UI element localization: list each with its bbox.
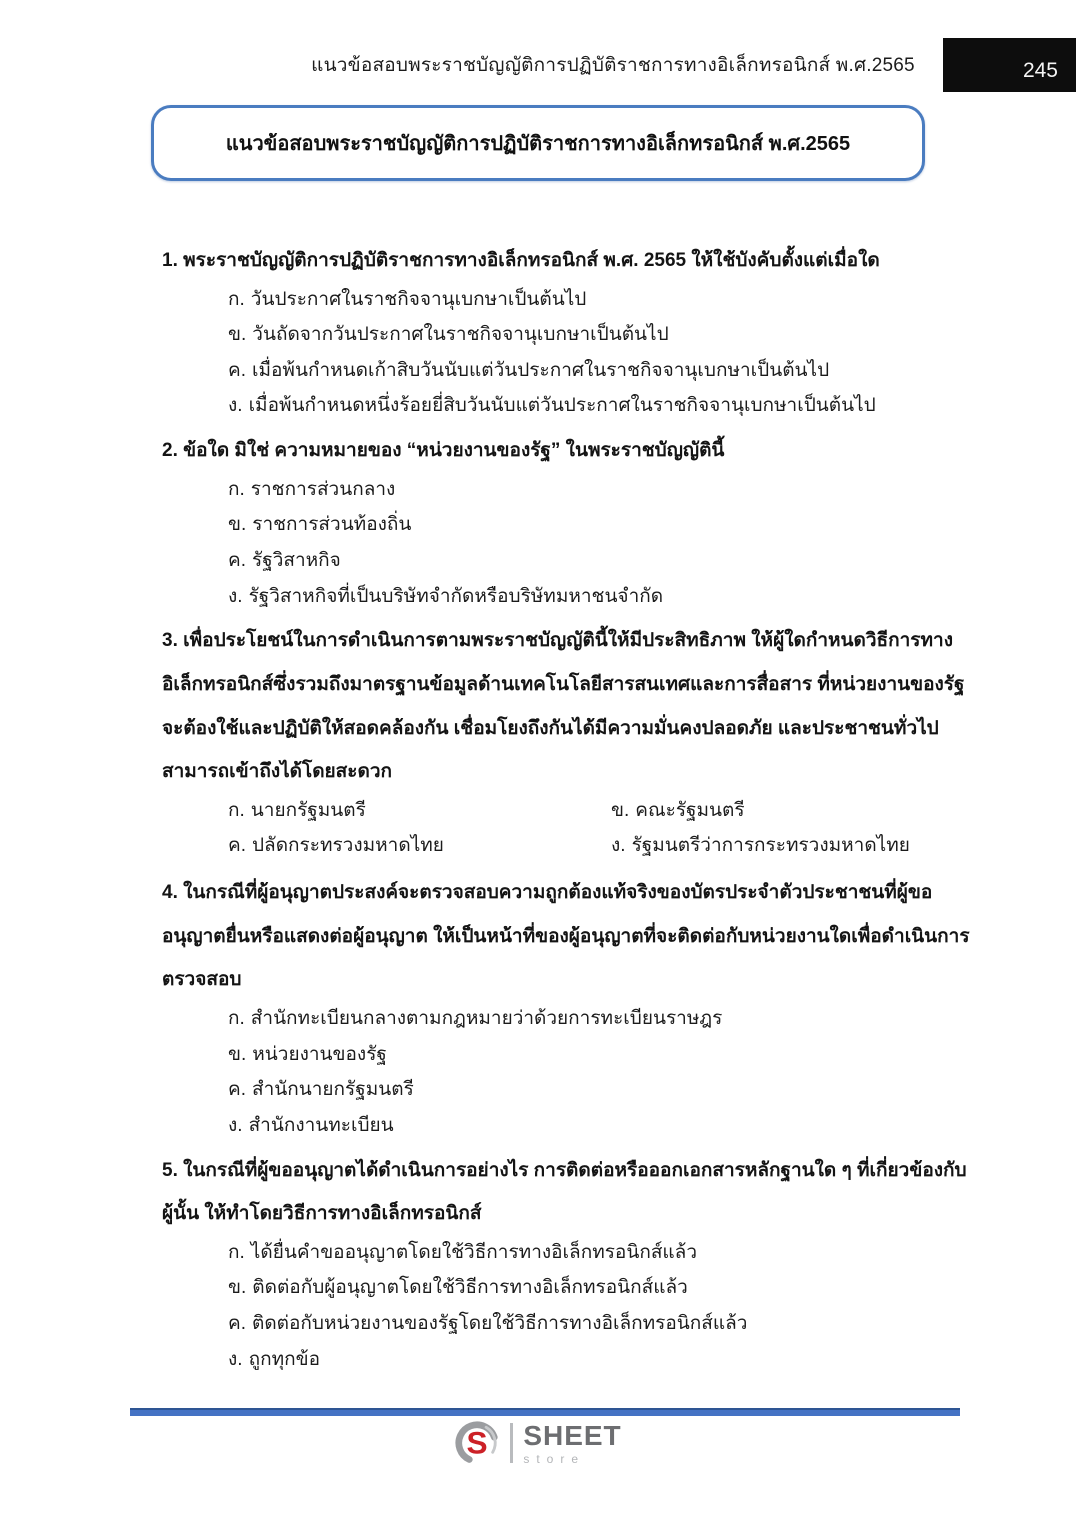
choice-label: ก. [228, 478, 245, 500]
question-text: 4. ในกรณีที่ผู้อนุญาตประสงค์จะตรวจสอบความถูกต้องแท้จริงของบัตรประจำตัวประชาชนที่ผู้ขออนุญาตยื่นหรือแสดงต่อผู้อนุญาต ให้เป็นหน้าที่ของผู้อนุญาตที่จะติดต่อกับหน่วยงานใดเพื่อดำเนินการตรวจสอบ [162, 882, 970, 991]
choice-text: รัฐวิสาหกิจที่เป็นบริษัทจำกัดหรือบริษัทมหาชนจำกัด [248, 585, 664, 607]
choice-text: ปลัดกระทรวงมหาดไทย [252, 835, 444, 857]
footer-divider-line [130, 1408, 960, 1416]
choice-label: ก. [228, 799, 245, 821]
choice [162, 512, 976, 539]
choice-text: วันประกาศในราชกิจจานุเบกษาเป็นต้นไป [250, 288, 587, 310]
choice [162, 1311, 976, 1338]
choice-label: ง. [228, 395, 243, 417]
choice-label: ค. [228, 835, 246, 857]
choice-text: ถูกทุกข้อ [248, 1348, 320, 1370]
choice-text: เมื่อพ้นกำหนดหนึ่งร้อยยี่สิบวันนับแต่วันประกาศในราชกิจจานุเบกษาเป็นต้นไป [248, 395, 876, 417]
choice-label: ค. [228, 1313, 246, 1335]
question-2 [162, 429, 976, 610]
choice-text: นายกรัฐมนตรี [250, 799, 366, 821]
question-3 [162, 619, 976, 869]
choice [162, 322, 976, 349]
choice-label: ง. [228, 1114, 243, 1136]
question-number: 2. [162, 440, 178, 462]
choice [162, 1347, 976, 1374]
choices-list [162, 1006, 976, 1139]
choice [162, 1275, 976, 1302]
running-header-title: แนวข้อสอบพระราชบัญญัติการปฏิบัติราชการทางอิเล็กทรอนิกส์ พ.ศ.2565 [311, 55, 915, 76]
choice-text: สำนักทะเบียนกลางตามกฎหมายว่าด้วยการทะเบียนราษฎร [250, 1008, 723, 1030]
choice-text: รัฐมนตรีว่าการกระทรวงมหาดไทย [631, 835, 910, 857]
choice-label: ข. [228, 1277, 247, 1299]
choice-text: รัฐวิสาหกิจ [252, 549, 341, 571]
choices-grid [162, 798, 976, 869]
choices-list [162, 477, 976, 610]
choice [545, 833, 976, 860]
choice-label: ค. [228, 549, 246, 571]
brand-subtitle: store [523, 1451, 585, 1466]
choice-label: ก. [228, 1241, 245, 1263]
choice-text: หน่วยงานของรัฐ [252, 1043, 387, 1065]
choice-label: ง. [228, 1348, 243, 1370]
choice-text: ราชการส่วนท้องถิ่น [252, 514, 412, 536]
choice-label: ก. [228, 288, 245, 310]
choice-text: ได้ยื่นคำขออนุญาตโดยใช้วิธีการทางอิเล็กทรอนิกส์แล้ว [250, 1241, 697, 1263]
choice-label: ก. [228, 1008, 245, 1030]
brand-name: SHEET [523, 1419, 622, 1451]
choice-label: ข. [611, 799, 630, 821]
question-number: 4. [162, 882, 178, 904]
question-4 [162, 871, 976, 1139]
choice [162, 1042, 976, 1069]
choice [162, 1077, 976, 1104]
question-number: 3. [162, 630, 178, 652]
choice [162, 584, 976, 611]
choice [162, 833, 545, 860]
choice-text: ติดต่อกับผู้อนุญาตโดยใช้วิธีการทางอิเล็กทรอนิกส์แล้ว [252, 1277, 688, 1299]
choice-label: ข. [228, 324, 247, 346]
choice-text: เมื่อพ้นกำหนดเก้าสิบวันนับแต่วันประกาศในราชกิจจานุเบกษาเป็นต้นไป [252, 359, 830, 381]
choice-label: ข. [228, 1043, 247, 1065]
choice-label: ข. [228, 514, 247, 536]
brand-logo [0, 1420, 1076, 1466]
logo-divider [510, 1423, 513, 1463]
choice [162, 1113, 976, 1140]
choice-label: ง. [228, 585, 243, 607]
choice [162, 548, 976, 575]
question-text: 1. พระราชบัญญัติการปฏิบัติราชการทางอิเล็กทรอนิกส์ พ.ศ. 2565 ให้ใช้บังคับตั้งแต่เมื่อใด [162, 250, 880, 271]
questions-section [162, 239, 976, 1373]
choice [162, 477, 976, 504]
question-1 [162, 239, 976, 420]
question-number: 1. [162, 250, 178, 271]
choice [162, 1006, 976, 1033]
choice [545, 798, 976, 825]
choice [162, 798, 545, 825]
choices-list [162, 1240, 976, 1373]
exam-title: แนวข้อสอบพระราชบัญญัติการปฏิบัติราชการทางอิเล็กทรอนิกส์ พ.ศ.2565 [225, 133, 851, 155]
choices-list [162, 287, 976, 420]
exam-title-box [151, 105, 925, 181]
question-number: 5. [162, 1159, 178, 1181]
choice [162, 393, 976, 420]
choice-text: ราชการส่วนกลาง [250, 478, 396, 500]
question-text: 2. ข้อใด มิใช่ ความหมายของ “หน่วยงานของรัฐ” ในพระราชบัญญัตินี้ [162, 440, 725, 462]
page-number-badge: 245 [943, 38, 1076, 92]
choice [162, 358, 976, 385]
choice-text: ติดต่อกับหน่วยงานของรัฐโดยใช้วิธีการทางอิเล็กทรอนิกส์แล้ว [252, 1313, 748, 1335]
svg-text:S: S [466, 1424, 488, 1461]
question-text: 5. ในกรณีที่ผู้ขออนุญาตได้ดำเนินการอย่างไร การติดต่อหรือออกเอกสารหลักฐานใด ๆ ที่เกี่ยวข้องกับผู้นั้น ให้ทำโดยวิธีการทางอิเล็กทรอนิกส์ [162, 1159, 967, 1225]
page-header [0, 38, 1076, 92]
logo-text-group [523, 1419, 622, 1466]
choice-label: ง. [611, 835, 626, 857]
choice-label: ค. [228, 359, 246, 381]
choice-label: ค. [228, 1079, 246, 1101]
choice [162, 287, 976, 314]
sheet-store-s-icon [454, 1420, 500, 1466]
choice-text: สำนักนายกรัฐมนตรี [252, 1079, 414, 1101]
choice [162, 1240, 976, 1267]
choice-text: วันถัดจากวันประกาศในราชกิจจานุเบกษาเป็นต้นไป [252, 324, 669, 346]
question-5 [162, 1149, 976, 1374]
question-text: 3. เพื่อประโยชน์ในการดำเนินการตามพระราชบัญญัตินี้ให้มีประสิทธิภาพ ให้ผู้ใดกำหนดวิธีการทางอิเล็กทรอนิกส์ซึ่งรวมถึงมาตรฐานข้อมูลด้านเทคโนโลยีสารสนเทศและการสื่อสาร ที่หน่วยงานของรัฐจะต้องใช้และปฏิบัติให้สอดคล้องกัน เชื่อมโยงถึงกันได้มีความมั่นคงปลอดภัย และประชาชนทั่วไปสามารถเข้าถึงได้โดยสะดวก [162, 630, 965, 783]
choice-text: สำนักงานทะเบียน [248, 1114, 394, 1136]
choice-text: คณะรัฐมนตรี [635, 799, 745, 821]
